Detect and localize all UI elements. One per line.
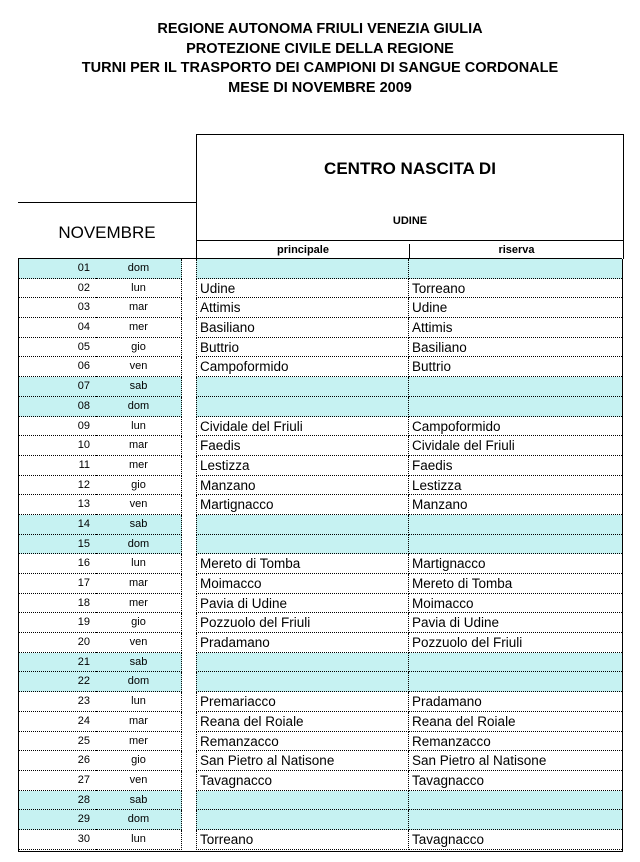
table-row: [18, 830, 622, 850]
day-number-cell: 15: [18, 535, 96, 555]
riserva-cell: Martignacco: [409, 554, 622, 574]
weekday-cell: sab: [96, 377, 182, 397]
table-row: [18, 338, 622, 358]
spacer-cell: [182, 318, 196, 338]
spacer-cell: [182, 515, 196, 535]
spacer-cell: [182, 791, 196, 811]
weekday-cell: dom: [96, 672, 182, 692]
table-row: [18, 476, 622, 496]
principale-cell: Cividale del Friuli: [196, 417, 409, 437]
header-line-protezione-civile: PROTEZIONE CIVILE DELLA REGIONE: [186, 40, 454, 57]
riserva-cell: [409, 653, 622, 673]
principale-cell: Premariacco: [196, 692, 409, 712]
spacer-cell: [182, 495, 196, 515]
principale-cell: Pozzuolo del Friuli: [196, 613, 409, 633]
table-row: [18, 712, 622, 732]
riserva-cell: Lestizza: [409, 476, 622, 496]
table-row: [18, 613, 622, 633]
weekday-cell: mar: [96, 436, 182, 456]
table-row: [18, 298, 622, 318]
principale-cell: Moimacco: [196, 574, 409, 594]
principale-cell: Faedis: [196, 436, 409, 456]
principale-cell: Martignacco: [196, 495, 409, 515]
center-title: CENTRO NASCITA DI: [324, 159, 496, 178]
day-number-cell: 19: [18, 613, 96, 633]
riserva-cell: Manzano: [409, 495, 622, 515]
weekday-cell: lun: [96, 417, 182, 437]
table-row: [18, 692, 622, 712]
principale-cell: Tavagnacco: [196, 771, 409, 791]
principale-cell: Pradamano: [196, 633, 409, 653]
table-right-border: [622, 259, 623, 852]
riserva-cell: Mereto di Tomba: [409, 574, 622, 594]
day-number-cell: 11: [18, 456, 96, 476]
principale-cell: San Pietro al Natisone: [196, 751, 409, 771]
table-row: [18, 653, 622, 673]
table-row: [18, 417, 622, 437]
weekday-cell: ven: [96, 495, 182, 515]
principale-cell: Basiliano: [196, 318, 409, 338]
table-row: [18, 672, 622, 692]
day-number-cell: 21: [18, 653, 96, 673]
column-header-principale: principale: [197, 244, 410, 260]
spacer-cell: [182, 692, 196, 712]
table-row: [18, 594, 622, 614]
spacer-cell: [182, 830, 196, 850]
riserva-cell: [409, 810, 622, 830]
table-bottom-border: [18, 851, 622, 852]
spacer-cell: [182, 751, 196, 771]
table-row: [18, 791, 622, 811]
riserva-cell: Moimacco: [409, 594, 622, 614]
weekday-cell: mer: [96, 456, 182, 476]
spacer-cell: [182, 436, 196, 456]
day-number-cell: 24: [18, 712, 96, 732]
spacer-cell: [182, 259, 196, 279]
spacer-cell: [182, 535, 196, 555]
spacer-cell: [182, 613, 196, 633]
riserva-cell: [409, 672, 622, 692]
principale-cell: Reana del Roiale: [196, 712, 409, 732]
principale-cell: [196, 397, 409, 417]
weekday-cell: mar: [96, 574, 182, 594]
day-number-cell: 18: [18, 594, 96, 614]
table-row: [18, 318, 622, 338]
table-row: [18, 554, 622, 574]
weekday-cell: gio: [96, 613, 182, 633]
weekday-cell: dom: [96, 810, 182, 830]
riserva-cell: [409, 791, 622, 811]
spacer-cell: [182, 456, 196, 476]
month-label: NOVEMBRE: [58, 223, 156, 242]
riserva-cell: Udine: [409, 298, 622, 318]
table-row: [18, 732, 622, 752]
day-number-cell: 23: [18, 692, 96, 712]
header-line-turni: TURNI PER IL TRASPORTO DEI CAMPIONI DI SANGUE CORDONALE: [81, 60, 559, 76]
table-row: [18, 771, 622, 791]
month-header-box: [18, 202, 197, 259]
day-number-cell: 08: [18, 397, 96, 417]
principale-cell: Udine: [196, 279, 409, 299]
spacer-cell: [182, 357, 196, 377]
principale-cell: Lestizza: [196, 456, 409, 476]
day-number-cell: 30: [18, 830, 96, 850]
weekday-cell: mar: [96, 712, 182, 732]
riserva-cell: Faedis: [409, 456, 622, 476]
table-row: [18, 535, 622, 555]
principale-cell: [196, 672, 409, 692]
weekday-cell: lun: [96, 279, 182, 299]
day-number-cell: 28: [18, 791, 96, 811]
riserva-cell: Pradamano: [409, 692, 622, 712]
riserva-cell: Attimis: [409, 318, 622, 338]
spacer-cell: [182, 476, 196, 496]
city-label: UDINE: [392, 215, 428, 227]
weekday-cell: mer: [96, 594, 182, 614]
weekday-cell: ven: [96, 771, 182, 791]
center-header-box: [196, 134, 624, 259]
day-number-cell: 14: [18, 515, 96, 535]
principale-cell: [196, 653, 409, 673]
day-number-cell: 09: [18, 417, 96, 437]
weekday-cell: sab: [96, 653, 182, 673]
weekday-cell: ven: [96, 633, 182, 653]
day-number-cell: 25: [18, 732, 96, 752]
principale-cell: Campoformido: [196, 357, 409, 377]
day-number-cell: 03: [18, 298, 96, 318]
riserva-cell: Campoformido: [409, 417, 622, 437]
table-row: [18, 357, 622, 377]
weekday-cell: dom: [96, 535, 182, 555]
weekday-cell: dom: [96, 397, 182, 417]
weekday-cell: mar: [96, 298, 182, 318]
riserva-cell: Basiliano: [409, 338, 622, 358]
weekday-cell: lun: [96, 830, 182, 850]
day-number-cell: 13: [18, 495, 96, 515]
weekday-cell: lun: [96, 692, 182, 712]
table-row: [18, 397, 622, 417]
riserva-cell: [409, 515, 622, 535]
day-number-cell: 26: [18, 751, 96, 771]
riserva-cell: [409, 397, 622, 417]
table-row: [18, 633, 622, 653]
spacer-cell: [182, 594, 196, 614]
principale-cell: Mereto di Tomba: [196, 554, 409, 574]
riserva-cell: San Pietro al Natisone: [409, 751, 622, 771]
table-row: [18, 515, 622, 535]
principale-cell: Manzano: [196, 476, 409, 496]
day-number-cell: 12: [18, 476, 96, 496]
weekday-cell: sab: [96, 791, 182, 811]
spacer-cell: [182, 279, 196, 299]
day-number-cell: 17: [18, 574, 96, 594]
day-number-cell: 10: [18, 436, 96, 456]
spacer-cell: [182, 672, 196, 692]
day-number-cell: 07: [18, 377, 96, 397]
table-row: [18, 279, 622, 299]
table-row: [18, 574, 622, 594]
riserva-cell: [409, 377, 622, 397]
day-number-cell: 29: [18, 810, 96, 830]
header-line-region: REGIONE AUTONOMA FRIULI VENEZIA GIULIA: [157, 21, 483, 37]
principale-cell: [196, 810, 409, 830]
weekday-cell: gio: [96, 476, 182, 496]
spacer-cell: [182, 771, 196, 791]
weekday-cell: sab: [96, 515, 182, 535]
riserva-cell: [409, 535, 622, 555]
spacer-cell: [182, 377, 196, 397]
riserva-cell: Torreano: [409, 279, 622, 299]
day-number-cell: 01: [18, 259, 96, 279]
riserva-cell: Tavagnacco: [409, 771, 622, 791]
spacer-cell: [182, 810, 196, 830]
column-header-riserva: riserva: [498, 244, 535, 256]
day-number-cell: 02: [18, 279, 96, 299]
document-header: [0, 20, 640, 98]
table-row: [18, 751, 622, 771]
riserva-cell: Remanzacco: [409, 732, 622, 752]
riserva-cell: Tavagnacco: [409, 830, 622, 850]
riserva-cell: [409, 259, 622, 279]
principale-cell: [196, 377, 409, 397]
principale-cell: [196, 791, 409, 811]
weekday-cell: dom: [96, 259, 182, 279]
riserva-cell: Cividale del Friuli: [409, 436, 622, 456]
table-row: [18, 495, 622, 515]
weekday-cell: lun: [96, 554, 182, 574]
day-number-cell: 05: [18, 338, 96, 358]
riserva-cell: Pozzuolo del Friuli: [409, 633, 622, 653]
principale-cell: Remanzacco: [196, 732, 409, 752]
day-number-cell: 06: [18, 357, 96, 377]
weekday-cell: gio: [96, 751, 182, 771]
spacer-cell: [182, 732, 196, 752]
spacer-cell: [182, 653, 196, 673]
riserva-cell: Pavia di Udine: [409, 613, 622, 633]
table-row: [18, 259, 622, 279]
spacer-cell: [182, 298, 196, 318]
weekday-cell: ven: [96, 357, 182, 377]
column-subheaders: [197, 240, 623, 260]
table-row: [18, 456, 622, 476]
principale-cell: [196, 515, 409, 535]
table-left-border: [18, 259, 19, 852]
spacer-cell: [182, 712, 196, 732]
riserva-cell: Buttrio: [409, 357, 622, 377]
riserva-cell: Reana del Roiale: [409, 712, 622, 732]
day-number-cell: 04: [18, 318, 96, 338]
weekday-cell: gio: [96, 338, 182, 358]
day-number-cell: 16: [18, 554, 96, 574]
day-number-cell: 27: [18, 771, 96, 791]
principale-cell: [196, 535, 409, 555]
spacer-cell: [182, 338, 196, 358]
principale-cell: Buttrio: [196, 338, 409, 358]
spacer-cell: [182, 574, 196, 594]
table-row: [18, 377, 622, 397]
day-number-cell: 20: [18, 633, 96, 653]
schedule-table-body: [18, 259, 622, 850]
principale-cell: Pavia di Udine: [196, 594, 409, 614]
principale-cell: [196, 259, 409, 279]
weekday-cell: mer: [96, 318, 182, 338]
spacer-cell: [182, 554, 196, 574]
table-row: [18, 810, 622, 830]
table-row: [18, 436, 622, 456]
weekday-cell: mer: [96, 732, 182, 752]
day-number-cell: 22: [18, 672, 96, 692]
spacer-cell: [182, 417, 196, 437]
spacer-cell: [182, 633, 196, 653]
principale-cell: Torreano: [196, 830, 409, 850]
principale-cell: Attimis: [196, 298, 409, 318]
spacer-cell: [182, 397, 196, 417]
header-line-month: MESE DI NOVEMBRE 2009: [228, 79, 412, 96]
